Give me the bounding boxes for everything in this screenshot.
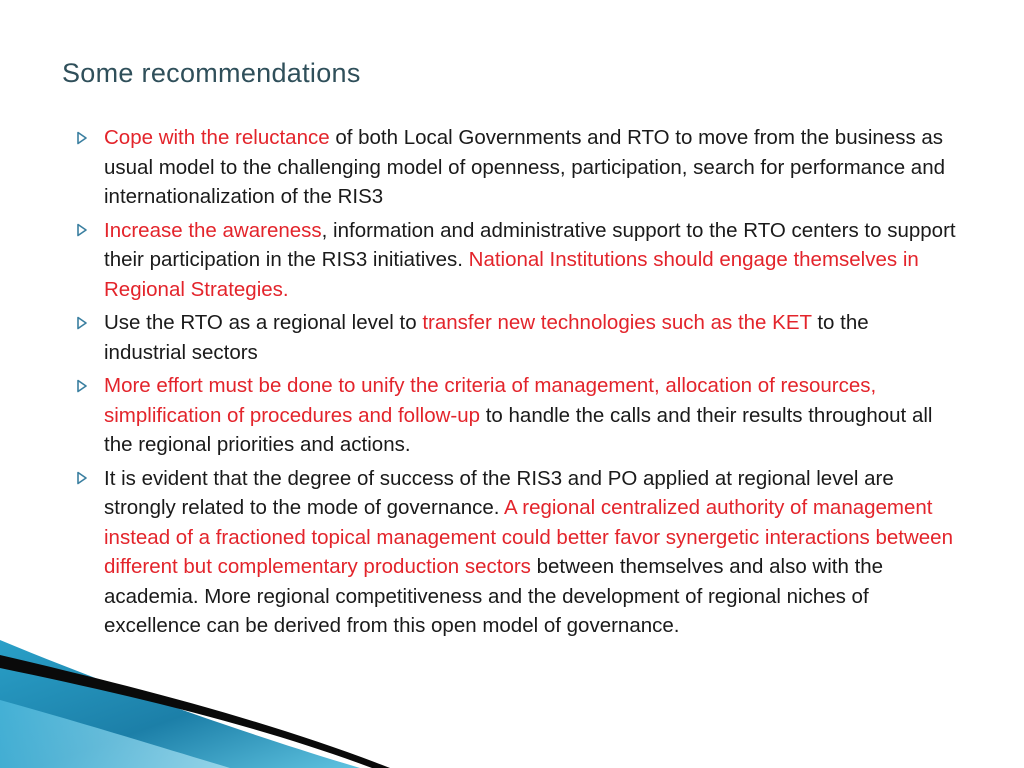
list-item-text bbox=[104, 216, 956, 305]
list-item-text bbox=[104, 464, 956, 641]
body-text: Use the RTO as a regional level to bbox=[104, 311, 423, 334]
body-text: to the industrial sectors bbox=[104, 311, 869, 364]
list-item-text bbox=[104, 308, 956, 367]
emphasis-text: More effort must be done to unify the criteria of management, allocation of resources, simplification of procedures and follow-up bbox=[104, 374, 877, 427]
body-text: It is evident that the degree of success of the RIS3 and PO applied at regional level are strongly related to the mode of governance. bbox=[104, 466, 894, 519]
list-item bbox=[76, 464, 956, 641]
list-item bbox=[76, 123, 956, 212]
body-text: of both Local Governments and RTO to move from the business as usual model to the challenging model of openness, participation, search for performance and internationalization of the RIS3 bbox=[104, 126, 946, 208]
right-triangle-bullet-icon bbox=[76, 371, 104, 401]
emphasis-text: A regional centralized authority of management instead of a fractioned topical management could better favor synergetic interactions between different but complementary production sectors bbox=[104, 496, 953, 578]
recommendation-list bbox=[76, 123, 956, 645]
body-text: between themselves and also with the academia. More regional competitiveness and the development of regional niches of excellence can be derived from this open model of governance. bbox=[104, 555, 884, 637]
right-triangle-bullet-icon bbox=[76, 308, 104, 338]
list-item bbox=[76, 371, 956, 460]
body-text: to handle the calls and their results throughout all the regional priorities and actions. bbox=[104, 403, 933, 456]
right-triangle-bullet-icon bbox=[76, 216, 104, 246]
list-item-text bbox=[104, 123, 956, 212]
right-triangle-bullet-icon bbox=[76, 123, 104, 153]
emphasis-text: transfer new technologies such as the KET bbox=[422, 311, 812, 334]
slide-title: Some recommendations bbox=[62, 58, 361, 88]
emphasis-text: Increase the awareness bbox=[104, 218, 322, 242]
wave-dark-stripe bbox=[0, 655, 390, 768]
body-text: , information and administrative support to the RTO centers to support their participation in the RIS3 initiatives. bbox=[104, 218, 956, 271]
emphasis-text: Cope with the reluctance bbox=[104, 126, 330, 149]
list-item-text bbox=[104, 371, 956, 460]
wave-teal-band bbox=[0, 640, 360, 768]
wave-light-band bbox=[0, 700, 230, 768]
right-triangle-bullet-icon bbox=[76, 464, 104, 494]
list-item bbox=[76, 216, 956, 305]
list-item bbox=[76, 308, 956, 367]
emphasis-text: National Institutions should engage themselves in Regional Strategies. bbox=[104, 248, 919, 301]
